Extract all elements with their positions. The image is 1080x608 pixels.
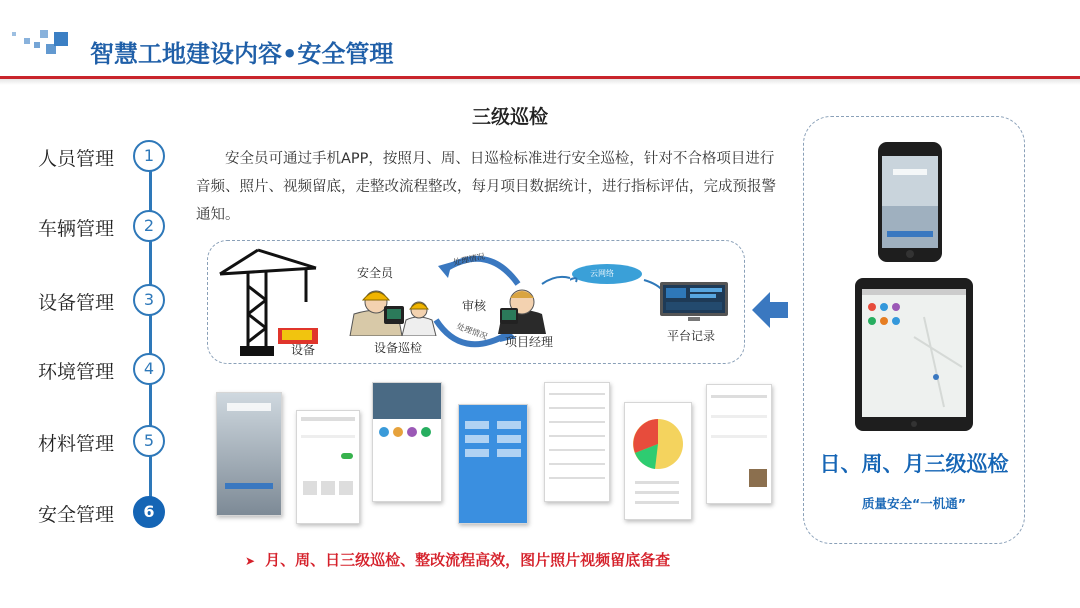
smartphone-icon: [877, 141, 943, 263]
description-text: 安全员可通过手机APP，按照月、周、日巡检标准进行安全巡检，针对不合格项目进行音频、照片、视频留底，走整改流程整改，每月项目数据统计，进行指标评估，完成预报警通知。: [196, 151, 776, 223]
project-manager-label: 项目经理: [505, 335, 554, 349]
menu-item-safety[interactable]: [0, 496, 170, 530]
menu-item-number: 1: [133, 140, 165, 172]
bottom-highlight-text: 月、周、日三级巡检、整改流程高效，图片照片视频留底备查: [265, 551, 671, 569]
menu-item-number: 4: [133, 353, 165, 385]
network-connector-icon: [540, 270, 670, 310]
panel-tagline: 日、周、月三级巡检: [819, 452, 1009, 476]
equipment-patrol-label: 设备巡检: [374, 341, 423, 355]
menu-item-number-active: 6: [133, 496, 165, 528]
review-label: 审核: [462, 299, 487, 313]
arrow-left-icon: [752, 292, 790, 328]
app-screenshot-menu: [458, 404, 528, 524]
pie-graphic: [631, 417, 685, 471]
app-screenshot-pie: [624, 402, 692, 520]
app-screenshot-home: [372, 382, 442, 502]
menu-item-equipment[interactable]: [0, 284, 170, 318]
menu-item-label: 车辆管理: [38, 218, 115, 240]
menu-item-number: 5: [133, 425, 165, 457]
menu-item-label: 安全管理: [38, 504, 115, 526]
menu-item-label: 材料管理: [38, 433, 115, 455]
menu-item-vehicle[interactable]: [0, 210, 170, 244]
bullet-arrow-icon: ➤: [245, 554, 256, 568]
safety-officer-icon: [340, 280, 440, 336]
menu-item-label: 环境管理: [38, 361, 115, 383]
equipment-label: 设备: [291, 343, 316, 357]
menu-item-material[interactable]: [0, 425, 170, 459]
bottom-highlight: [245, 549, 670, 570]
page-title: 智慧工地建设内容•安全管理: [90, 40, 394, 68]
menu-item-label: 设备管理: [38, 292, 115, 314]
platform-record-label: 平台记录: [667, 329, 716, 343]
menu-item-environment[interactable]: [0, 353, 170, 387]
header-shadow: [0, 79, 1080, 85]
feedback-bottom-label: 处理情况: [455, 321, 489, 342]
feedback-top-label: 处理情况: [452, 251, 486, 268]
header-decoration: [10, 22, 80, 62]
menu-item-personnel[interactable]: [0, 140, 170, 174]
safety-officer-label: 安全员: [357, 266, 394, 280]
app-screenshot-list: [544, 382, 610, 502]
tablet-icon: [854, 277, 974, 432]
app-screenshot-detail: [706, 384, 772, 504]
section-title: 三级巡检: [471, 106, 548, 128]
menu-item-number: 2: [133, 210, 165, 242]
menu-item-label: 人员管理: [38, 148, 115, 170]
platform-monitor-icon: [658, 280, 730, 324]
app-screenshot-login: [216, 392, 282, 516]
panel-subtagline: 质量安全“一机通”: [862, 496, 966, 511]
menu-item-number: 3: [133, 284, 165, 316]
cloud-network-label: 云网络: [590, 269, 614, 278]
app-screenshot-form: [296, 410, 360, 524]
